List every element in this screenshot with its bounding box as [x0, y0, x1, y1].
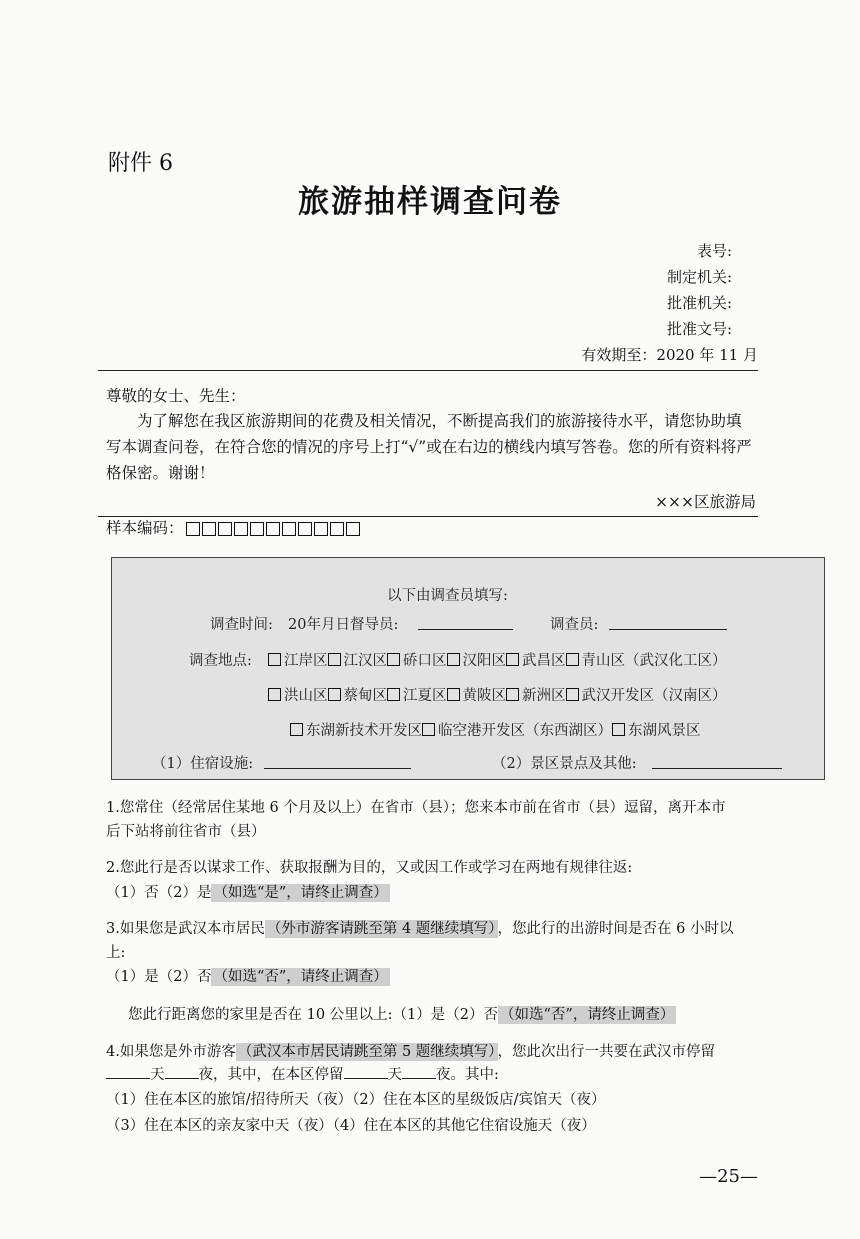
sample-code-box[interactable]: [202, 522, 216, 536]
location-option-label: 汉阳区: [462, 653, 506, 669]
surveyor-section: [111, 557, 825, 780]
question-2-options[interactable]: （1）否（2）是: [106, 885, 212, 901]
sample-code-box[interactable]: [346, 522, 360, 536]
question-3-options[interactable]: （1）是（2）否: [106, 969, 212, 985]
location-checkbox[interactable]: [290, 723, 303, 736]
location-row-2[interactable]: [268, 684, 727, 705]
sample-code-box[interactable]: [186, 522, 200, 536]
survey-time-label: 调查时间:: [210, 617, 273, 633]
stay-text-end: 夜。其中:: [436, 1067, 499, 1083]
location-checkbox[interactable]: [506, 653, 519, 666]
stay-text: 夜，其中，在本区停留: [198, 1067, 344, 1083]
location-checkbox[interactable]: [387, 653, 400, 666]
question-4-text-b: ，您此次出行一共要在武汉市停留: [497, 1044, 716, 1060]
sample-code-boxes[interactable]: [186, 520, 362, 539]
total-nights-field[interactable]: [165, 1064, 199, 1079]
question-2-note: （如选“是”，请终止调查）: [213, 885, 388, 901]
supervisor-field[interactable]: [418, 615, 513, 630]
question-4-text-a: 4.如果您是外市游客: [106, 1044, 236, 1060]
sample-code-box[interactable]: [218, 522, 232, 536]
question-4-stay-row: [106, 1063, 499, 1084]
lodging-label: （1）住宿设施:: [152, 756, 254, 772]
intro-paragraph: 为了解您在我区旅游期间的花费及相关情况，不断提高我们的旅游接待水平，请您协助填写本调查问卷，在符合您的情况的序号上打“√”或在右边的横线内填写答卷。您的所有资料将严格保密。谢谢！: [106, 412, 752, 482]
sample-code-box[interactable]: [314, 522, 328, 536]
sample-code-box[interactable]: [298, 522, 312, 536]
location-checkbox[interactable]: [268, 688, 281, 701]
surveyor-field[interactable]: [609, 615, 727, 630]
location-row-1[interactable]: [268, 649, 727, 670]
district-days-field[interactable]: [344, 1064, 388, 1079]
question-3b-note: （如选“否”，请终止调查）: [500, 1007, 675, 1023]
valid-until: 有效期至：2020 年 11 月: [581, 346, 758, 364]
location-option-label: 东湖新技术开发区: [306, 723, 422, 739]
question-3-note-a: （外市游客请跳至第 4 题继续填写）: [266, 921, 496, 937]
survey-location-label: 调查地点:: [189, 653, 252, 669]
scenic-field[interactable]: [652, 754, 782, 769]
location-checkbox[interactable]: [422, 723, 435, 736]
location-option-label: 武昌区: [522, 653, 566, 669]
location-checkbox[interactable]: [566, 688, 579, 701]
survey-time-value: 20年月日督导员:: [288, 617, 399, 633]
total-days-field[interactable]: [106, 1064, 150, 1079]
question-1-line-1: 1.您常住（经常居住某地 6 个月及以上）在省市（县）；您来本市前在省市（县）逗留，离开本市: [106, 800, 726, 816]
question-1-line-2: 后下站将前往省市（县）: [106, 824, 266, 840]
location-checkbox[interactable]: [506, 688, 519, 701]
location-option-label: 蔡甸区: [343, 688, 387, 704]
page-number: —25—: [699, 1166, 758, 1187]
location-checkbox[interactable]: [328, 688, 341, 701]
question-4-options-line-1[interactable]: （1）住在本区的旅馆/招待所天（夜）（2）住在本区的星级饭店/宾馆天（夜）: [106, 1092, 606, 1108]
letter-divider: [98, 516, 758, 517]
location-option-label: 江汉区: [343, 653, 387, 669]
question-4-note-a: （武汉本市居民请跳至第 5 题继续填写）: [237, 1044, 496, 1060]
location-option-label: 青山区（武汉化工区）: [581, 653, 727, 669]
surveyor-label: 调查员:: [550, 617, 599, 633]
question-3-text-a: 3.如果您是武汉本市居民: [106, 921, 265, 937]
question-2: 2.您此行是否以谋求工作、获取报酬为目的，又或因工作或学习在两地有规律往返:: [106, 860, 633, 876]
document-title: 旅游抽样调查问卷: [298, 184, 562, 220]
question-2-options-row[interactable]: [106, 881, 390, 902]
sample-code-label: 样本编码：: [106, 519, 184, 537]
location-option-label: 东湖风景区: [628, 723, 701, 739]
location-option-label: 江夏区: [403, 688, 447, 704]
days-unit-1: 天: [150, 1067, 165, 1083]
location-checkbox[interactable]: [612, 723, 625, 736]
sample-code-box[interactable]: [330, 522, 344, 536]
question-4-options-line-2[interactable]: （3）住在本区的亲友家中天（夜）（4）住在本区的其他它住宿设施天（夜）: [106, 1118, 596, 1134]
location-option-label: 武汉开发区（汉南区）: [581, 688, 727, 704]
greeting: 尊敬的女士、先生：: [106, 387, 246, 405]
location-option-label: 临空港开发区（东西湖区）: [438, 723, 612, 739]
question-3-row: [106, 917, 734, 938]
location-checkbox[interactable]: [387, 688, 400, 701]
question-3b-text[interactable]: 您此行距离您的家里是否在 10 公里以上:（1）是（2）否: [128, 1007, 499, 1023]
sample-code-box[interactable]: [234, 522, 248, 536]
location-option-label: 硚口区: [403, 653, 447, 669]
location-checkbox[interactable]: [268, 653, 281, 666]
surveyor-heading: 以下由调查员填写:: [387, 588, 508, 604]
approver-label: 批准机关:: [666, 294, 732, 312]
sample-code-box[interactable]: [266, 522, 280, 536]
form-number-label: 表号:: [696, 242, 732, 260]
question-3b-row[interactable]: [128, 1003, 676, 1024]
question-3-note: （如选“否”，请终止调查）: [213, 969, 388, 985]
attachment-label: 附件 6: [108, 151, 173, 176]
scenic-label: （2）景区景点及其他:: [492, 756, 637, 772]
location-option-label: 江岸区: [284, 653, 328, 669]
question-3-options-row[interactable]: [106, 965, 390, 986]
issuer-label: 制定机关:: [666, 268, 732, 286]
location-row-3[interactable]: [290, 719, 701, 740]
location-option-label: 新洲区: [522, 688, 566, 704]
header-divider: [98, 370, 758, 371]
question-3-text-c: 上:: [106, 945, 126, 961]
signature: ×××区旅游局: [655, 493, 756, 511]
lodging-field[interactable]: [264, 754, 411, 769]
question-4-row: [106, 1040, 715, 1061]
question-3-text-b: ，您此行的出游时间是否在 6 小时以: [497, 921, 734, 937]
location-checkbox[interactable]: [328, 653, 341, 666]
approval-number-label: 批准文号:: [666, 320, 732, 338]
days-unit-2: 天: [387, 1067, 402, 1083]
district-nights-field[interactable]: [402, 1064, 436, 1079]
location-checkbox[interactable]: [447, 653, 460, 666]
location-option-label: 洪山区: [284, 688, 328, 704]
sample-code-box[interactable]: [282, 522, 296, 536]
location-checkbox[interactable]: [447, 688, 460, 701]
location-checkbox[interactable]: [566, 653, 579, 666]
sample-code-box[interactable]: [250, 522, 264, 536]
location-option-label: 黄陂区: [462, 688, 506, 704]
